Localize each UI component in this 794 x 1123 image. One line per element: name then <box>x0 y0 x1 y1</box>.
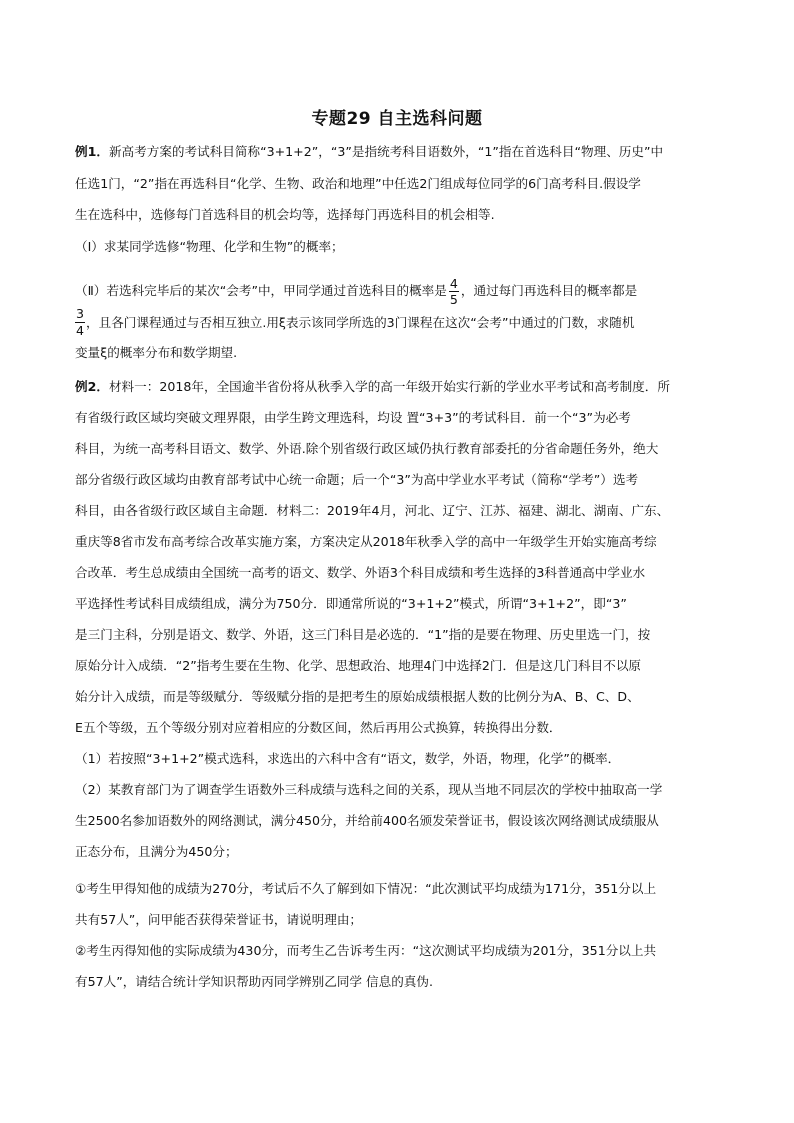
ex1-line-2: 任选1门，“2”指在再选科目“化学、生物、政治和地理”中任选2门组成每位同学的6门高考科目.假设学 <box>75 176 641 191</box>
ex2-line-4: 部分省级行政区域均由教育部考试中心统一命题；后一个“3”为高中学业水平考试（简称“学考”）选考 <box>75 472 639 487</box>
ex2-case-2-line-1: ②考生丙得知他的实际成绩为430分，而考生乙告诉考生丙：“这次测试平均成绩为201分，351分以上共 <box>75 943 657 958</box>
fraction-denominator: 4 <box>76 323 85 338</box>
ex1-question-3: ，且各门课程通过与否相互独立.用ξ表示该同学所选的3门课程在这次“会考”中通过的门数，求随机 <box>86 315 635 330</box>
fraction-numerator: 3 <box>76 306 85 321</box>
ex1-line-1 <box>75 143 725 161</box>
ex2-part-2-line-1: （2）某教育部门为了调查学生语数外三科成绩与选科之间的关系，现从当地不同层次的学校中抽取高一学 <box>75 782 663 797</box>
ex2-line-5: 科目，由各省级行政区域自主命题．材料二：2019年4月，河北、辽宁、江苏、福建、湖北、湖南、广东、 <box>75 503 670 518</box>
ex2-part-2-line-3: 正态分布，且满分为450分； <box>75 844 238 859</box>
ex2-line-8: 平选择性考试科目成绩组成，满分为750分．即通常所说的“3+1+2”模式，所谓“3+1+2”，即“3” <box>75 596 627 611</box>
ex2-line-2: 有省级行政区域均突破文理界限，由学生跨文理选科，均设 置“3+3”的考试科目．前一个“3”为必考 <box>75 410 631 425</box>
ex2-line-9: 是三门主科，分别是语文、数学、外语，这三门科目是必选的．“1”指的是要在物理、历史里选一门，按 <box>75 627 651 642</box>
ex2-line-6: 重庆等8省市发布高考综合改革实施方案，方案决定从2018年秋季入学的高中一年级学生开始实施高考综 <box>75 534 657 549</box>
ex2-line-1 <box>75 378 725 396</box>
ex1-label: 例1． <box>75 144 109 159</box>
ex1-q2-text-b: ，通过每门再选科目的概率都是 <box>460 283 638 298</box>
ex2-part-2-line-2: 生2500名参加语数外的网络测试，满分450分，并给前400名颁发荣誉证书，假设该次网络测试成绩服从 <box>75 813 659 828</box>
fraction-4-5 <box>449 276 459 307</box>
ex2-part-1: （1）若按照“3+1+2”模式选科，求选出的六科中含有“语文，数学，外语，物理，化学”的概率． <box>75 751 621 766</box>
ex2-line-10: 原始分计入成绩．“2”指考生要在生物、化学、思想政治、地理4门中选择2门．但是这几门科目不以原 <box>75 658 642 673</box>
page-title: 专题29 自主选科问题 <box>311 109 483 129</box>
fraction-3-4 <box>75 306 85 339</box>
fraction-numerator: 4 <box>449 276 458 291</box>
ex2-line-7: 合改革．考生总成绩由全国统一高考的语文、数学、外语3个科目成绩和考生选择的3科普通高中学业水 <box>75 565 646 580</box>
ex2-line-3: 科目，为统一高考科目语文、数学、外语.除个别省级行政区域仍执行教育部委托的分省命题任务外，绝大 <box>75 441 659 456</box>
ex2-text-1: 材料一：2018年，全国逾半省份将从秋季入学的高一年级开始实行新的学业水平考试和高考制度．所 <box>108 379 670 394</box>
ex1-question-2 <box>75 276 725 307</box>
ex1-line-3: 生在选科中，选修每门首选科目的机会均等，选择每门再选科目的机会相等. <box>75 207 495 222</box>
ex1-question-4: 变量ξ的概率分布和数学期望. <box>75 345 238 360</box>
fraction-denominator: 5 <box>449 292 458 307</box>
ex2-case-2-line-2: 有57人”，请结合统计学知识帮助丙同学辨别乙同学 信息的真伪. <box>75 974 433 989</box>
ex2-line-11: 始分计入成绩，而是等级赋分．等级赋分指的是把考生的原始成绩根据人数的比例分为A、B、C、D、 <box>75 689 640 704</box>
ex2-line-12: E五个等级，五个等级分别对应着相应的分数区间，然后再用公式换算，转换得出分数． <box>75 720 562 735</box>
ex2-case-1-line-2: 共有57人”，问甲能否获得荣誉证书，请说明理由； <box>75 912 363 927</box>
ex1-question-1: （Ⅰ）求某同学选修“物理、化学和生物”的概率； <box>75 239 344 254</box>
ex1-text-1: 新高考方案的考试科目简称“3+1+2”，“3”是指统考科目语数外，“1”指在首选科目“物理、历史”中 <box>108 144 664 159</box>
ex2-label: 例2． <box>75 379 109 394</box>
ex1-q2-text-a: （Ⅱ）若选科完毕后的某次“会考”中，甲同学通过首选科目的概率是 <box>75 283 447 298</box>
ex2-case-1-line-1: ①考生甲得知他的成绩为270分，考试后不久了解到如下情况：“此次测试平均成绩为171分，351分以上 <box>75 881 657 896</box>
